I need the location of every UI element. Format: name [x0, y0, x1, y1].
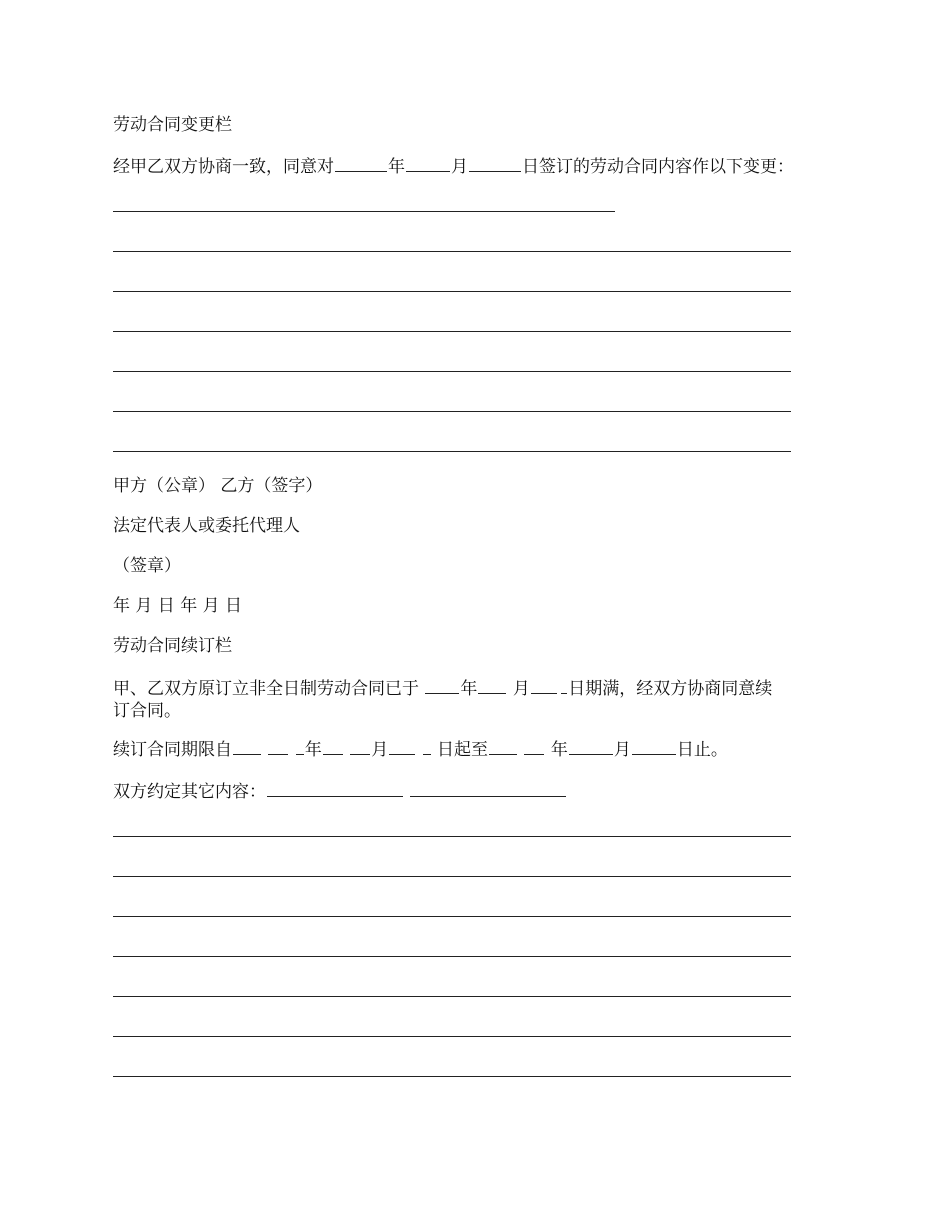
month-blank[interactable]: [350, 737, 370, 755]
renewal-content-line[interactable]: [113, 836, 791, 837]
month-blank[interactable]: [569, 737, 613, 755]
month-label: 月: [371, 740, 389, 760]
renewal-content-line[interactable]: [113, 1036, 791, 1037]
renewal-text-line2: 订合同。: [113, 701, 181, 721]
change-content-line[interactable]: [113, 371, 791, 372]
renewal-content-line[interactable]: [113, 876, 791, 877]
renewal-content-line[interactable]: [113, 996, 791, 997]
change-intro-rest: 日签订的劳动合同内容作以下变更：: [522, 157, 794, 177]
year-blank[interactable]: [335, 154, 387, 172]
year-blank[interactable]: [233, 737, 261, 755]
month-blank[interactable]: [323, 737, 343, 755]
renewal-text-rest: 日期满，经双方协商同意续: [568, 679, 773, 699]
year-blank[interactable]: [425, 676, 459, 694]
other-content-line: [113, 779, 567, 803]
change-content-line[interactable]: [113, 411, 791, 412]
renewal-term-from: 日起至: [437, 740, 489, 760]
month-blank[interactable]: [406, 154, 450, 172]
month-label: 月: [451, 157, 468, 177]
section-title-renewal: 劳动合同续订栏: [113, 636, 232, 656]
other-content-label: 双方约定其它内容：: [113, 782, 266, 802]
year-label: 年: [550, 740, 568, 760]
renewal-text: 甲、乙双方原订立非全日制劳动合同已于: [113, 679, 419, 699]
day-blank[interactable]: [531, 676, 557, 694]
renewal-term-text: 续订合同期限自: [113, 740, 232, 760]
change-content-line[interactable]: [113, 251, 791, 252]
change-intro-line: [113, 154, 794, 178]
day-blank[interactable]: [423, 737, 431, 755]
day-blank[interactable]: [469, 154, 521, 172]
year-label: 年: [460, 679, 478, 699]
change-content-line[interactable]: [113, 211, 615, 212]
parties-line: 甲方（公章） 乙方（签字）: [113, 476, 323, 496]
other-content-blank[interactable]: [267, 779, 403, 797]
representative-line: 法定代表人或委托代理人: [113, 516, 300, 536]
change-content-line[interactable]: [113, 291, 791, 292]
year-label: 年: [388, 157, 405, 177]
day-blank[interactable]: [632, 737, 676, 755]
renewal-term-line: [113, 737, 728, 761]
month-label: 月: [512, 679, 530, 699]
section-title-change: 劳动合同变更栏: [113, 115, 232, 135]
change-intro-text: 经甲乙双方协商一致，同意对: [113, 157, 334, 177]
year-blank[interactable]: [524, 737, 544, 755]
year-blank[interactable]: [296, 737, 304, 755]
change-content-line[interactable]: [113, 331, 791, 332]
signature-dates-line: 年 月 日 年 月 日: [113, 596, 243, 616]
renewal-content-line[interactable]: [113, 956, 791, 957]
month-label: 月: [613, 740, 631, 760]
renewal-content-line[interactable]: [113, 916, 791, 917]
renewal-term-end: 日止。: [676, 740, 728, 760]
day-blank[interactable]: [561, 676, 567, 694]
year-blank[interactable]: [268, 737, 288, 755]
day-blank[interactable]: [389, 737, 415, 755]
renewal-paragraph: [113, 676, 833, 722]
seal-line: （签章）: [113, 556, 181, 576]
renewal-content-line[interactable]: [113, 1076, 791, 1077]
year-label: 年: [304, 740, 322, 760]
year-blank[interactable]: [489, 737, 517, 755]
change-content-line[interactable]: [113, 451, 791, 452]
other-content-blank[interactable]: [410, 779, 566, 797]
month-blank[interactable]: [478, 676, 506, 694]
